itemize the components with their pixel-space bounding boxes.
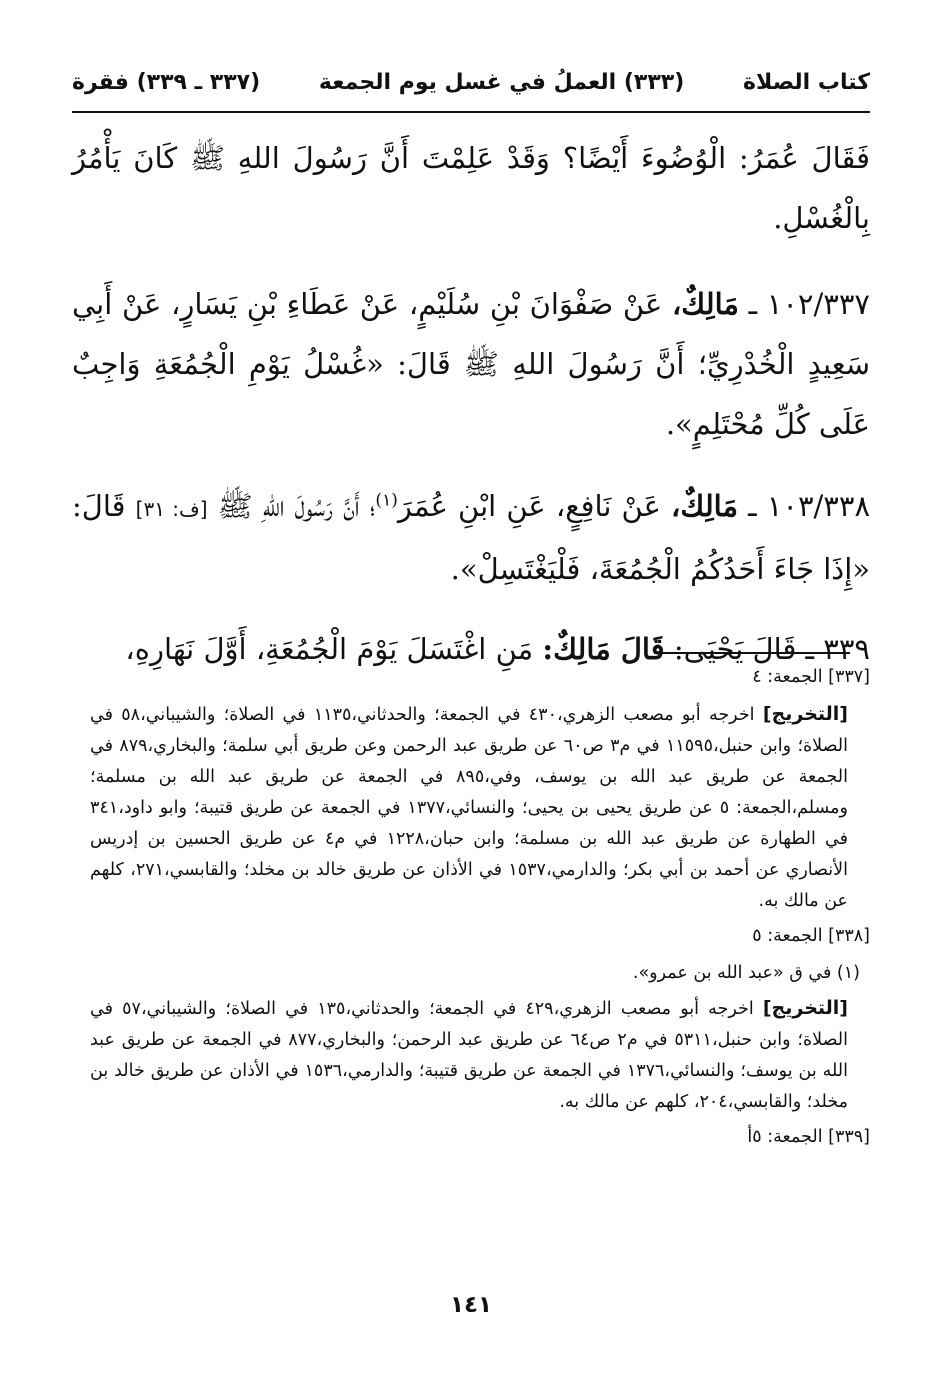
hadith-337 <box>72 274 870 454</box>
hadith-337-text: عَنْ صَفْوَانَ بْنِ سُلَيْمٍ، عَنْ عَطَاءِ بْنِ يَسَارٍ، عَنْ أَبِي سَعِيدٍ الْخُدْرِيِّ؛ أَنَّ رَسُولَ اللهِ ﷺ قَالَ: «غُسْلُ يَوْمِ الْجُمُعَةِ وَاجِبٌ عَلَى كُلِّ مُحْتَلِمٍ». <box>72 287 870 441</box>
hadith-339-text: مَنِ اغْتَسَلَ يَوْمَ الْجُمُعَةِ، أَوَّلَ نَهَارِهِ، <box>125 632 534 666</box>
header-paragraph-range: (٣٣٧ ـ ٣٣٩) فقرة <box>72 69 261 95</box>
header-chapter-title: (٣٣٣) العملُ في غسل يوم الجمعة <box>318 69 685 95</box>
takhrij-label-337: [التخريج] <box>762 703 848 725</box>
hadith-339-malik: قَالَ مَالِكٌ: <box>542 632 665 666</box>
running-header <box>72 62 870 102</box>
footnote-divider <box>654 652 850 654</box>
note-338-heading: [٣٣٨] الجمعة: ٥ <box>752 926 870 946</box>
main-text <box>72 128 870 679</box>
hadith-338 <box>72 476 870 599</box>
intro-paragraph <box>72 128 870 248</box>
note-338-text: اخرجه أبو مصعب الزهري،٤٢٩ في الجمعة؛ والحدثاني،١٣٥ في الصلاة؛ والشيباني،٥٧ في الصلاة؛ وابن حنبل،٥٣١١ في م٢ ص٦٤ عن طريق عبد الرحمن؛ والبخاري،٨٧٧ في الجمعة عن طريق عبد الله بن يوسف؛ والنسائي،١٣٧٦ في الجمعة عن طريق قتيبة؛ والدارمي،١٥٣٦ في الأذان عن طريق خالد بن مخلد؛ والقابسي،٢٠٤، كلهم عن مالك به. <box>90 999 848 1112</box>
hadith-339-yahya: قَالَ يَحْيَى: <box>673 632 797 666</box>
footnote-ref-1: (١) <box>375 490 398 511</box>
fatwa-marker: [ف: ٣١] <box>135 497 208 521</box>
note-337-heading: [٣٣٧] الجمعة: ٤ <box>752 667 870 687</box>
footnote-1: (١) في ق «عبد الله بن عمرو». <box>632 963 860 983</box>
note-337-takhrij <box>90 699 870 917</box>
note-338-takhrij <box>90 993 870 1118</box>
intro-text: فَقَالَ عُمَرُ: الْوُضُوءَ أَيْضًا؟ وَقَدْ عَلِمْتَ أَنَّ رَسُولَ اللهِ ﷺ كَانَ يَأْمُرُ بِالْغُسْلِ. <box>72 141 870 235</box>
hadith-338-text-b: ؛ أَنَّ رَسُولَ اللهِ ﷺ <box>217 489 376 523</box>
header-book-title: كتاب الصلاة <box>743 69 870 95</box>
page-number: ١٤١ <box>449 1292 493 1318</box>
footnotes <box>90 662 870 1159</box>
hadith-337-number: ١٠٢/٣٣٧ ـ <box>748 287 870 321</box>
note-337-text: اخرجه أبو مصعب الزهري،٤٣٠ في الجمعة؛ والحدثاني،١١٣٥ في الصلاة؛ والشيباني،٥٨ في الصلاة؛ وابن حنبل،١١٥٩٥ في م٣ ص٦٠ عن طريق عبد الرحمن وعن طريق أبي سلمة؛ والبخاري،٨٧٩ في الجمعة عن طريق عبد الله بن يوسف، وفي،٨٩٥ في الجمعة عن طريق عبد الله بن مسلمة؛ ومسلم،الجمعة: ٥ عن طريق يحيى بن يحيى؛ والنسائي،١٣٧٧ في الجمعة عن طريق قتيبة؛ وابو داود،٣٤١ في الطهارة عن طريق عبد الله بن مسلمة؛ وابن حبان،١٢٢٨ في م٤ عن طريق الحسين بن إدريس الأنصاري عن أحمد بن أبي بكر؛ والدارمي،١٥٣٧ في الأذان عن طريق خالد بن مخلد؛ والقابسي،٢٧١، كلهم عن مالك به. <box>90 705 849 911</box>
takhrij-label-338: [التخريج] <box>762 997 848 1019</box>
note-339-heading: [٣٣٩] الجمعة: ٥أ <box>747 1127 870 1147</box>
header-divider <box>72 111 870 113</box>
hadith-338-malik: مَالِكٌ، <box>671 489 739 523</box>
hadith-338-text-c: قَالَ: «إِذَا جَاءَ أَحَدُكُمُ الْجُمُعَةَ، فَلْيَغْتَسِلْ». <box>72 489 870 586</box>
hadith-338-text-a: عَنْ نَافِعٍ، عَنِ ابْنِ عُمَرَ <box>397 489 661 523</box>
hadith-338-number: ١٠٣/٣٣٨ ـ <box>748 489 871 523</box>
hadith-339-number: ٣٣٩ ـ <box>805 632 870 666</box>
hadith-337-malik: مَالِكٌ، <box>671 287 739 321</box>
